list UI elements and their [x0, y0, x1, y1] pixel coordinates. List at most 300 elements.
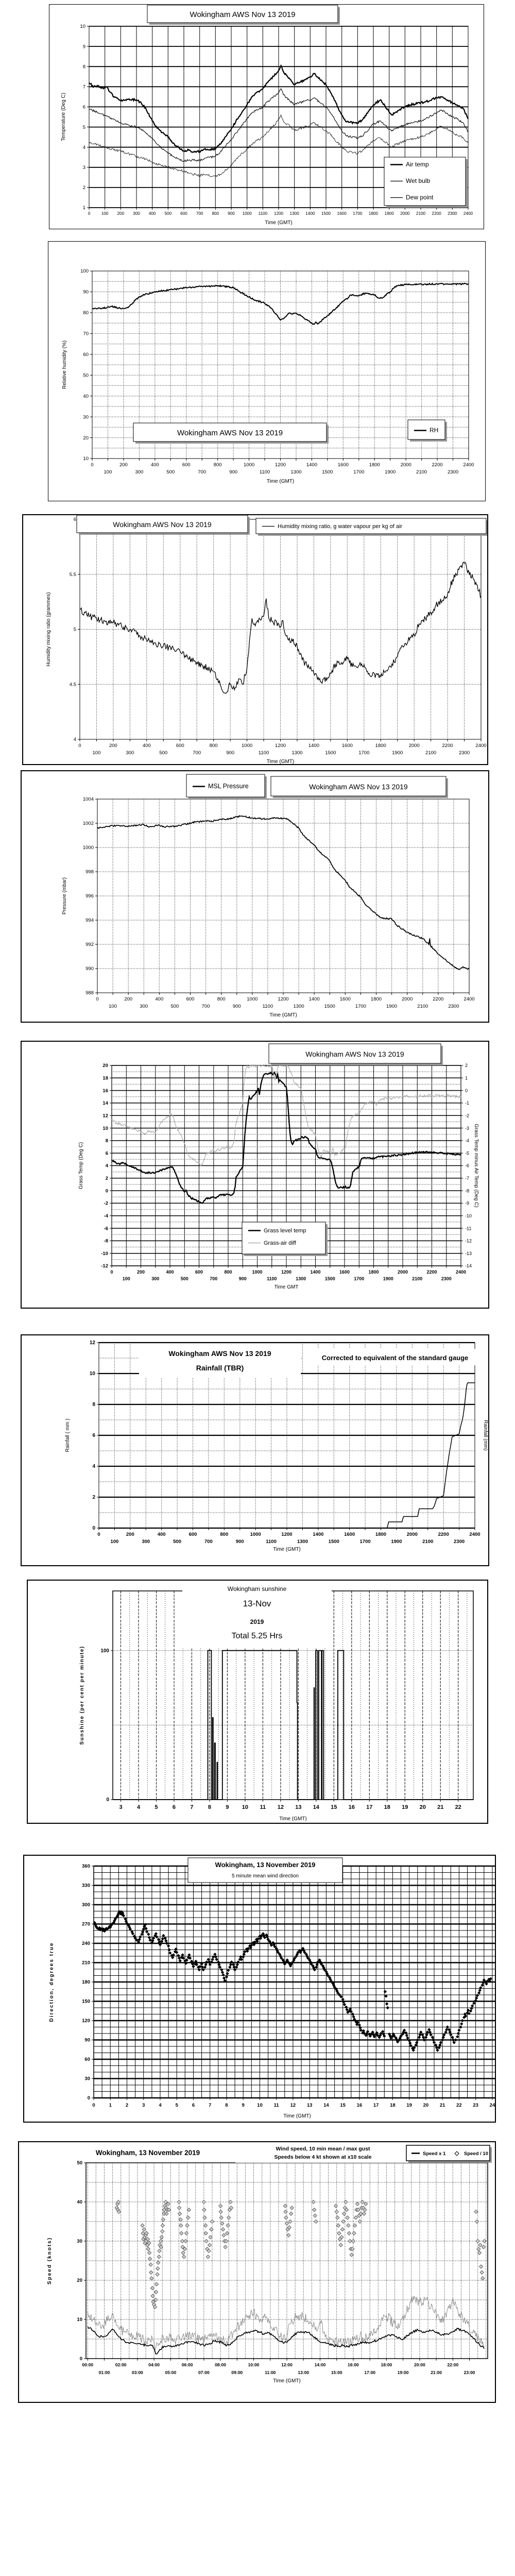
x-tick-label: 1000: [252, 1269, 263, 1275]
y-axis-ticks: [82, 1863, 94, 2101]
x-tick-label: 600: [182, 462, 191, 468]
x-tick-label: 400: [150, 462, 159, 468]
y2-axis-title: Rainfall (mm): [483, 1420, 488, 1451]
x-tick-label: 14:00: [314, 2362, 326, 2367]
pressure-chart-panel: [21, 770, 489, 1023]
x-tick-label: 11: [273, 2103, 279, 2108]
x-tick-label: 22:00: [447, 2362, 459, 2367]
x-tick-label: 2300: [454, 1539, 465, 1545]
subtitle-block: [235, 2143, 410, 2163]
x-tick-label: 2400: [464, 996, 475, 1002]
x-tick-label: 4: [159, 2103, 162, 2108]
legend-label: Air temp: [406, 161, 429, 168]
x-tick-label: 23:00: [464, 2370, 475, 2375]
x-tick-label: 300: [142, 1539, 150, 1545]
x-tick-label: 12:00: [281, 2362, 293, 2367]
y-tick-label: 10: [89, 1371, 95, 1377]
x-axis-ticks: [82, 2359, 475, 2375]
y-tick-label: 10: [83, 456, 89, 462]
x-tick-label: 03:00: [132, 2370, 143, 2375]
x-tick-label: 1900: [391, 1539, 402, 1545]
x-axis-title: Time (GMT): [265, 220, 293, 226]
x-tick-label: 20: [419, 1804, 426, 1810]
x-tick-label: 13: [306, 2103, 313, 2108]
y-axis-ticks: [90, 1340, 99, 1531]
y2-tick-label: 0: [465, 1088, 468, 1093]
grid: [86, 2163, 488, 2359]
y-tick-label: 0: [106, 1797, 109, 1803]
y-tick-label: 998: [85, 869, 94, 875]
overlay-text: 13-Nov: [243, 1599, 271, 1608]
x-tick-label: 2100: [416, 469, 427, 475]
x-tick-label: 1200: [273, 211, 284, 216]
legend-label: Wet bulb: [406, 177, 431, 184]
x-axis-title: Time (GMT): [266, 479, 295, 484]
y2-tick-label: -4: [465, 1138, 470, 1144]
x-tick-label: 1900: [385, 469, 396, 475]
y-tick-label: 20: [83, 435, 89, 441]
series-group: [93, 1910, 492, 2052]
y-tick-label: 2: [82, 185, 85, 191]
overlay-text: Wokingham AWS Nov 13 2019: [113, 520, 212, 529]
x-tick-label: 1700: [353, 469, 365, 475]
x-tick-label: 5: [154, 1804, 158, 1810]
x-tick-label: 05:00: [165, 2370, 177, 2375]
x-tick-label: 16: [356, 2103, 363, 2108]
x-tick-label: 1000: [242, 211, 252, 216]
y-tick-label: 330: [82, 1883, 90, 1889]
x-tick-label: 09:00: [231, 2370, 243, 2375]
x-tick-label: 1300: [291, 750, 303, 756]
x-tick-label: 07:00: [198, 2370, 210, 2375]
x-tick-label: 11: [260, 1804, 266, 1810]
series-group: [88, 2200, 486, 2354]
x-tick-label: 0: [78, 743, 81, 749]
x-tick-label: 100: [109, 1004, 117, 1009]
x-tick-label: 11:00: [265, 2370, 276, 2375]
y-tick-label: 2: [105, 1176, 108, 1182]
y-tick-label: 210: [82, 1960, 90, 1966]
x-tick-label: 1600: [339, 1269, 350, 1275]
x-tick-label: 2100: [417, 1004, 428, 1009]
y-axis-ticks: [101, 1063, 112, 1269]
y-tick-label: -4: [104, 1213, 108, 1219]
grass-temperature-chart-svg: [22, 1042, 488, 1308]
x-tick-label: 800: [213, 462, 222, 468]
x-tick-label: 500: [170, 1004, 179, 1009]
x-tick-label: 15: [331, 1804, 337, 1810]
x-tick-label: 6: [172, 1804, 176, 1810]
x-tick-label: 19: [402, 1804, 408, 1810]
y2-tick-label: -11: [465, 1226, 472, 1231]
legend-label: Speed x 1: [423, 2151, 446, 2157]
x-tick-label: 2000: [397, 1269, 408, 1275]
x-tick-label: 1600: [337, 462, 349, 468]
x-tick-label: 2400: [463, 211, 473, 216]
x-tick-label: 400: [148, 211, 156, 216]
overlay-text: Speeds below 4 kt shown at x10 scale: [274, 2154, 372, 2160]
x-tick-label: 2100: [425, 750, 437, 756]
x-tick-label: 3: [119, 1804, 123, 1810]
legend-box: [242, 1222, 328, 1256]
x-tick-label: 2300: [448, 211, 457, 216]
overlay-text: Wokingham AWS Nov 13 2019: [309, 783, 408, 791]
x-tick-label: 1800: [370, 996, 382, 1002]
x-tick-label: 1200: [281, 1269, 292, 1275]
x-tick-label: 2000: [400, 211, 410, 216]
legend-box: [406, 2145, 492, 2163]
x-tick-label: 2000: [402, 996, 413, 1002]
x-tick-label: 700: [201, 1004, 210, 1009]
x-tick-label: 1400: [308, 743, 319, 749]
x-tick-label: 200: [136, 1269, 145, 1275]
y-tick-label: -2: [104, 1200, 108, 1207]
x-tick-label: 300: [151, 1276, 160, 1281]
x-tick-label: 01:00: [98, 2370, 110, 2375]
y-tick-label: 90: [83, 289, 89, 295]
x-tick-label: 1800: [369, 462, 380, 468]
x-tick-label: 1800: [368, 1269, 379, 1275]
y-tick-label: -10: [101, 1250, 108, 1257]
y2-tick-label: -1: [465, 1100, 470, 1106]
x-tick-label: 04:00: [148, 2362, 160, 2367]
chart-title-box: [147, 5, 340, 25]
y-tick-label: 8: [82, 64, 85, 70]
x-tick-label: 2400: [475, 743, 487, 749]
x-tick-label: 500: [166, 469, 175, 475]
y-tick-label: 0: [92, 1526, 95, 1532]
x-tick-label: 1100: [258, 750, 269, 756]
y-tick-label: 996: [85, 893, 94, 900]
y-tick-label: 150: [82, 1998, 90, 2005]
x-tick-label: 9: [242, 2103, 245, 2108]
x-tick-label: 1900: [384, 211, 394, 216]
x-tick-label: 500: [180, 1276, 188, 1281]
x-axis-title: Time (GMT): [269, 1012, 297, 1018]
y-axis-title: Speed (knots): [47, 2236, 53, 2285]
x-tick-label: 2000: [406, 1532, 418, 1537]
y-tick-label: 1000: [82, 845, 94, 851]
rainfall-chart-panel: [21, 1334, 489, 1566]
x-axis-ticks: [91, 459, 474, 475]
x-tick-label: 1000: [247, 996, 258, 1002]
x-tick-label: 2200: [438, 1532, 449, 1537]
y2-tick-label: -7: [465, 1176, 470, 1181]
x-tick-label: 00:00: [82, 2362, 94, 2367]
x-tick-label: 18: [390, 2103, 396, 2108]
wind-speed-chart-svg: [19, 2142, 495, 2402]
x-tick-label: 16:00: [348, 2362, 359, 2367]
y-tick-label: 0: [79, 2356, 82, 2362]
legend-box: [408, 420, 447, 442]
x-tick-label: 400: [142, 743, 151, 749]
x-tick-label: 600: [180, 211, 187, 216]
x-tick-label: 5: [175, 2103, 178, 2108]
x-tick-label: 500: [173, 1539, 182, 1545]
y-axis-ticks: [77, 2160, 86, 2362]
y-axis-title: Pressure (mbar): [62, 877, 67, 915]
y2-tick-label: -2: [465, 1113, 470, 1118]
y-tick-label: 50: [83, 372, 89, 379]
x-axis-title: Time (GMT): [273, 1547, 301, 1552]
y-tick-label: 4: [82, 144, 85, 150]
x-tick-label: 19: [406, 2103, 412, 2108]
y-tick-label: 10: [102, 1125, 108, 1131]
wind-direction-chart-svg: [24, 1856, 495, 2122]
x-tick-label: 900: [232, 1004, 241, 1009]
x-tick-label: 200: [109, 743, 117, 749]
x-tick-label: 2400: [463, 462, 474, 468]
y-tick-label: 6: [82, 104, 85, 110]
msl-pressure-line: [97, 816, 469, 970]
x-tick-label: 1300: [290, 469, 302, 475]
series-group: [97, 816, 469, 970]
x-tick-label: 2200: [442, 743, 453, 749]
x-tick-label: 1100: [266, 1276, 277, 1281]
y-tick-label: 14: [102, 1100, 108, 1107]
x-tick-label: 1700: [353, 211, 363, 216]
x-tick-label: 13: [295, 1804, 302, 1810]
y-tick-label: 0: [105, 1188, 108, 1194]
x-tick-label: 900: [228, 211, 235, 216]
x-tick-label: 6: [192, 2103, 195, 2108]
x-tick-label: 20: [423, 2103, 429, 2108]
x-tick-label: 800: [209, 743, 218, 749]
x-tick-label: 10: [257, 2103, 263, 2108]
x-tick-label: 21: [439, 2103, 445, 2108]
y-tick-label: 40: [83, 393, 89, 399]
x-tick-label: 12: [277, 1804, 284, 1810]
sunshine-chart-svg: [28, 1581, 487, 1823]
temperature-chart-svg: [49, 5, 484, 229]
x-tick-label: 18:00: [381, 2362, 392, 2367]
x-tick-label: 2200: [432, 211, 441, 216]
x-tick-label: 1100: [259, 469, 270, 475]
y-tick-label: 992: [85, 942, 94, 948]
y2-tick-label: -10: [465, 1213, 472, 1218]
y-axis-ticks: [70, 517, 80, 742]
x-tick-label: 2200: [426, 1269, 437, 1275]
chart-title-box: [77, 515, 250, 535]
x-tick-label: 1100: [266, 1539, 277, 1545]
x-axis-title: Time GMT: [274, 1284, 299, 1290]
temperature-chart-panel: [49, 4, 484, 229]
y-tick-label: 990: [85, 966, 94, 972]
grid: [80, 519, 481, 739]
wind-direction-points: [93, 1910, 492, 2052]
y-tick-label: 2: [92, 1495, 95, 1501]
x-tick-label: 21: [437, 1804, 444, 1810]
x-tick-label: 1000: [250, 1532, 261, 1537]
overlay-text: Total 5.25 Hrs: [231, 1632, 283, 1640]
overlay-text: Wokingham AWS Nov 13 2019: [177, 429, 283, 437]
y-tick-label: 8: [92, 1402, 95, 1408]
y-axis-ticks: [100, 1648, 113, 1803]
y-tick-label: -12: [101, 1263, 108, 1269]
y-axis-title: Sunshine (per cent per minute): [79, 1646, 85, 1745]
x-tick-label: 1800: [368, 211, 379, 216]
x-tick-label: 23: [473, 2103, 478, 2108]
x-axis-ticks: [119, 1800, 461, 1810]
x-tick-label: 100: [92, 750, 101, 756]
x-tick-label: 20:00: [414, 2362, 425, 2367]
x-tick-label: 0: [110, 1269, 113, 1275]
x-axis-title: Time (GMT): [283, 2113, 311, 2119]
y2-tick-label: -14: [465, 1263, 472, 1269]
y-tick-label: 30: [84, 2076, 90, 2082]
x-tick-label: 1200: [274, 462, 286, 468]
x-axis-ticks: [110, 1266, 466, 1281]
x-tick-label: 2300: [448, 1004, 459, 1009]
x-tick-label: 600: [186, 996, 195, 1002]
x-tick-label: 2300: [447, 469, 459, 475]
sunshine-chart-panel: [27, 1580, 488, 1824]
legend-box: [384, 157, 468, 208]
overlay-text: Wokingham, 13 November 2019: [95, 2149, 200, 2157]
y-tick-label: 300: [82, 1902, 90, 1908]
x-tick-label: 1300: [297, 1539, 308, 1545]
x-tick-label: 1700: [354, 1276, 365, 1281]
x-tick-label: 600: [176, 743, 184, 749]
y2-tick-label: 1: [465, 1075, 468, 1081]
x-tick-label: 2100: [412, 1276, 423, 1281]
x-tick-label: 800: [212, 211, 219, 216]
x-axis-ticks: [78, 739, 486, 756]
x-tick-label: 1200: [274, 743, 286, 749]
y-tick-label: 30: [77, 2239, 82, 2245]
x-tick-label: 15:00: [331, 2370, 342, 2375]
x-tick-label: 13:00: [298, 2370, 310, 2375]
y-tick-label: 0: [87, 2095, 90, 2102]
y2-tick-label: -12: [465, 1238, 472, 1244]
x-tick-label: 300: [126, 750, 134, 756]
x-tick-label: 100: [104, 469, 112, 475]
x-tick-label: 800: [220, 1532, 229, 1537]
legend-label: Humidity mixing ratio, g water vapour per kg of air: [278, 523, 403, 530]
overlay-text: Corrected to equivalent of the standard gauge: [321, 1354, 469, 1362]
x-tick-label: 2100: [422, 1539, 434, 1545]
x-tick-label: 2000: [408, 743, 420, 749]
x-tick-label: 10: [242, 1804, 249, 1810]
x-tick-label: 900: [229, 469, 238, 475]
y-tick-label: 5.5: [69, 571, 76, 578]
x-tick-label: 0: [97, 1532, 100, 1537]
x-tick-label: 1500: [321, 211, 331, 216]
y2-tick-label: -6: [465, 1163, 470, 1168]
x-tick-label: 0: [88, 211, 91, 216]
y-tick-label: 10: [80, 24, 85, 30]
x-tick-label: 900: [226, 750, 235, 756]
y-tick-label: 4: [92, 1464, 95, 1470]
x-tick-label: 08:00: [215, 2362, 226, 2367]
x-tick-label: 1900: [386, 1004, 398, 1009]
x-tick-label: 1700: [358, 750, 370, 756]
x-tick-label: 600: [188, 1532, 197, 1537]
corrected-note: [303, 1349, 487, 1365]
y-tick-label: 100: [100, 1648, 109, 1654]
y-axis-title: Temperature (Deg C): [61, 93, 66, 141]
x-tick-label: 18: [384, 1804, 390, 1810]
x-tick-label: 1700: [359, 1539, 371, 1545]
y-tick-label: 18: [102, 1075, 108, 1081]
y-axis-title: Relative humidity (%): [62, 340, 67, 389]
y-tick-label: 50: [77, 2160, 82, 2166]
x-tick-label: 200: [119, 462, 128, 468]
y-tick-label: 6: [92, 1433, 95, 1439]
legend-box: [256, 518, 487, 536]
x-tick-label: 100: [101, 211, 109, 216]
x-axis-ticks: [88, 208, 473, 216]
x-tick-label: 500: [164, 211, 172, 216]
overlay-text: Wind speed, 10 min mean / max gust: [276, 2146, 370, 2152]
x-tick-label: 2300: [458, 750, 470, 756]
y-axis-ticks: [80, 268, 92, 462]
x-tick-label: 400: [166, 1269, 174, 1275]
x-tick-label: 8: [208, 1804, 211, 1810]
x-tick-label: 2200: [432, 462, 443, 468]
x-tick-label: 100: [122, 1276, 130, 1281]
x-tick-label: 1500: [322, 469, 333, 475]
legend-label: Dew point: [406, 194, 434, 201]
grid: [97, 799, 469, 993]
x-tick-label: 1000: [242, 743, 253, 749]
y-tick-label: 60: [83, 351, 89, 358]
grid: [94, 1866, 495, 2098]
x-tick-label: 1800: [375, 743, 386, 749]
legend-label: Speed / 10: [464, 2151, 488, 2157]
x-tick-label: 1500: [324, 1276, 335, 1281]
sunshine-title-block: [182, 1583, 332, 1648]
y-tick-label: 8: [105, 1138, 108, 1144]
y-tick-label: -8: [104, 1238, 108, 1244]
x-tick-label: 1800: [375, 1532, 387, 1537]
y-tick-label: 240: [82, 1941, 90, 1947]
x-tick-label: 1400: [313, 1532, 324, 1537]
x-tick-label: 7: [190, 1804, 194, 1810]
rainfall-chart-svg: [22, 1335, 488, 1565]
overlay-text: Wokingham, 13 November 2019: [215, 1861, 316, 1869]
y-tick-label: 12: [102, 1113, 108, 1119]
x-tick-label: 400: [155, 996, 164, 1002]
x-tick-label: 15: [340, 2103, 346, 2108]
wind-direction-chart-panel: [23, 1855, 496, 2123]
chart-title-box: [133, 423, 329, 444]
x-axis-ticks: [92, 2098, 495, 2108]
x-tick-label: 2200: [433, 996, 444, 1002]
chart-title-box: [269, 1044, 443, 1065]
y-tick-label: 4: [73, 737, 76, 743]
x-tick-label: 0: [96, 996, 99, 1002]
y-tick-label: 6: [73, 517, 76, 523]
legend-box: [186, 774, 267, 799]
y-tick-label: 9: [82, 44, 85, 50]
y-tick-label: 988: [85, 990, 94, 996]
x-tick-label: 1500: [328, 1539, 339, 1545]
x-tick-label: 12: [290, 2103, 296, 2108]
overlay-text: Wokingham AWS Nov 13 2019: [190, 10, 296, 19]
y-tick-label: 1: [82, 205, 85, 211]
x-tick-label: 400: [157, 1532, 166, 1537]
x-axis-ticks: [96, 993, 474, 1009]
y-tick-label: 20: [77, 2278, 82, 2284]
y2-tick-label: -5: [465, 1150, 470, 1156]
y-tick-label: 80: [83, 310, 89, 316]
x-tick-label: 16: [348, 1804, 355, 1810]
x-tick-label: 2400: [455, 1269, 467, 1275]
x-tick-label: 900: [235, 1539, 244, 1545]
x-tick-label: 700: [198, 469, 207, 475]
y-tick-label: 100: [80, 268, 89, 275]
